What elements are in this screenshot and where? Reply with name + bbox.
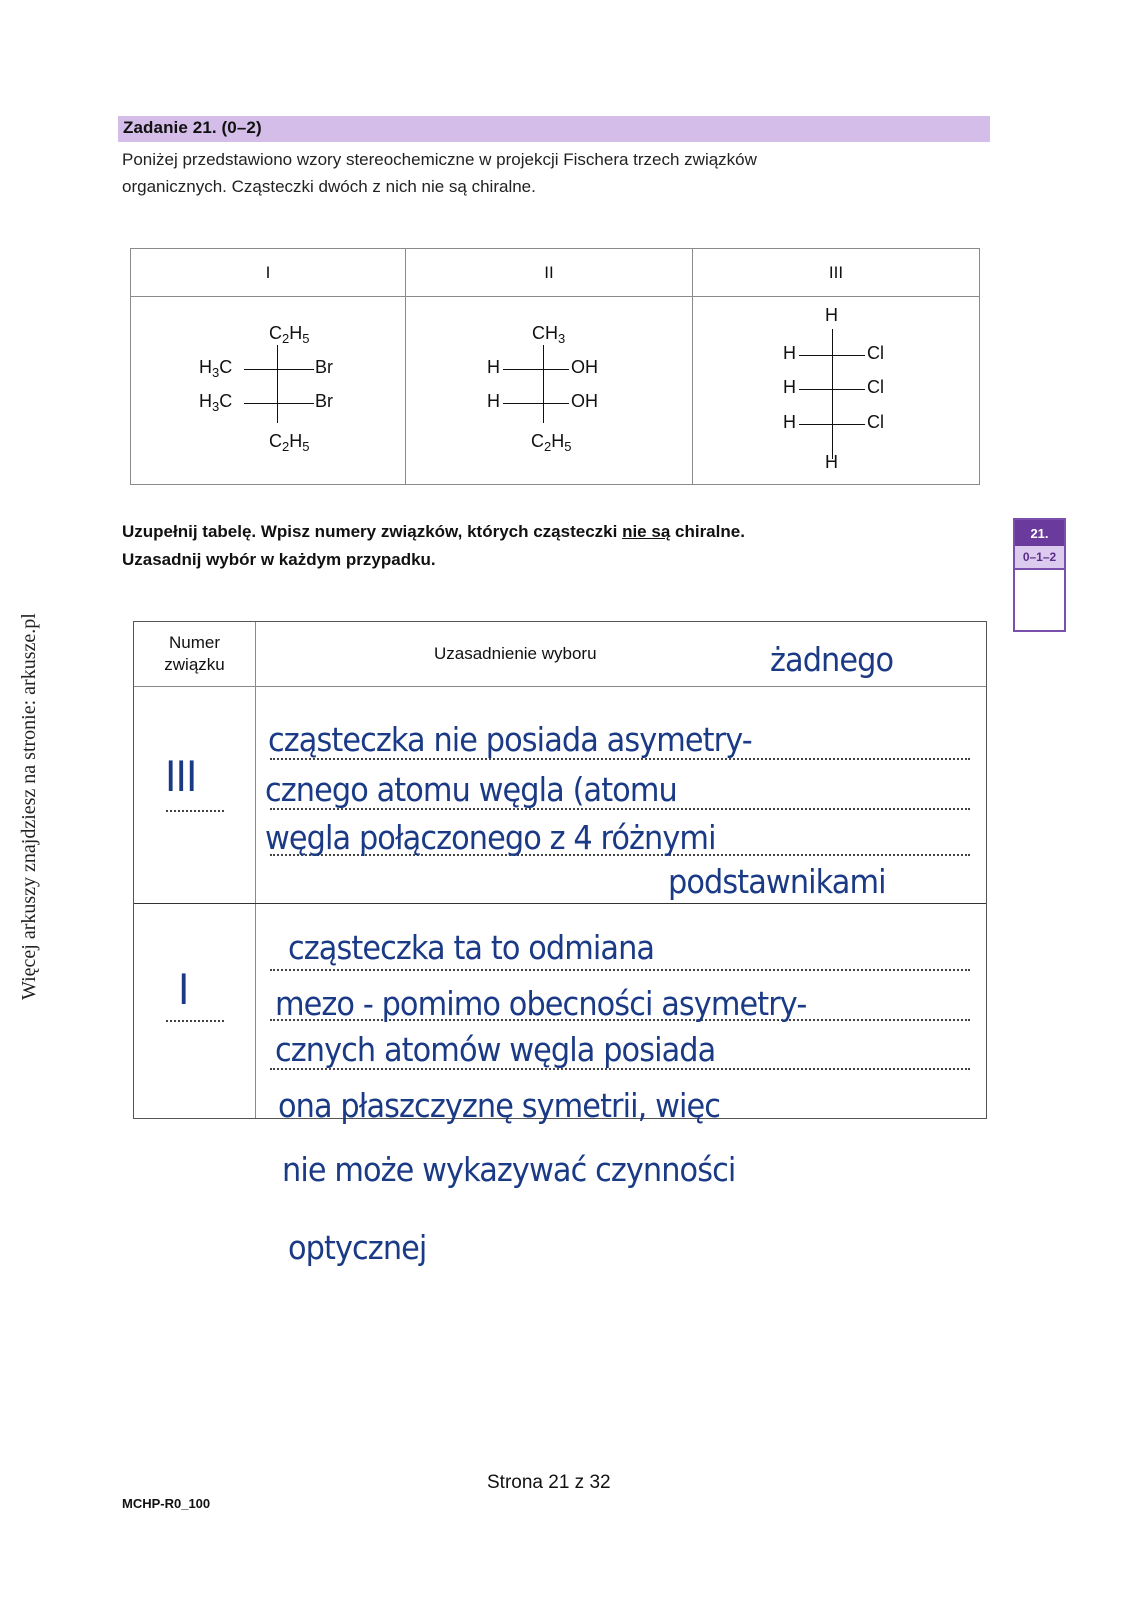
substituent-right: Cl [867,343,884,363]
column-divider [405,249,406,484]
row-divider [134,903,986,904]
substituent-left: H [487,391,500,411]
score-range: 0–1–2 [1015,546,1064,570]
substituent-left: $H_3C$ [199,357,233,380]
score-entry-field [1015,570,1064,632]
column-divider [692,249,693,484]
header-justification: Uzasadnienie wyboru [434,644,597,663]
substituent-left: H [487,357,500,377]
vertical-bond [832,329,833,459]
vertical-bond [543,345,544,423]
column-divider [255,622,256,1118]
number-answer-line [166,810,224,812]
substituent-right: OH [571,357,598,377]
handwritten-line: cząsteczka ta to odmiana [288,928,655,967]
handwritten-line: mezo - pomimo obecności asymetry- [275,984,807,1023]
score-task-number: 21. [1015,520,1064,546]
handwritten-line: cznego atomu węgla (atomu [265,770,677,809]
substituent-right: Cl [867,377,884,397]
handwritten-line: cznych atomów węgla posiada [275,1030,716,1069]
header-number-line-1: Numer [168,633,220,652]
handwritten-line: nie może wykazywać czynności [282,1150,736,1189]
fischer-projections-table [130,248,980,485]
horizontal-bond [799,424,865,425]
horizontal-bond [503,403,569,404]
instruction-part-2: chiralne. [670,522,745,541]
header-number-line-2: związku [164,655,225,674]
side-watermark-text: Więcej arkuszy znajdziesz na stronie: arkusze.pl [18,613,40,1000]
instruction [122,518,745,574]
substituent-top: H [825,305,838,325]
substituent-left: $H_3C$ [199,391,233,414]
substituent-bottom: $C_2H_5$ [531,431,572,454]
document-code: MCHP-R0_100 [122,1496,211,1511]
horizontal-bond [244,369,314,370]
substituent-left: H [783,412,796,432]
instruction-emphasis: nie są [622,522,671,541]
handwritten-compound-number: I [178,965,189,1014]
horizontal-bond [799,355,865,356]
instruction-line-2: Uzasadnij wybór w każdym przypadku. [122,550,436,569]
horizontal-bond [503,369,569,370]
page-number: Strona 21 z 32 [487,1472,611,1493]
header-compound-number [134,622,255,686]
substituent-left: H [783,343,796,363]
task-intro [122,146,982,200]
substituent-right: OH [571,391,598,411]
handwritten-line: optycznej [288,1228,427,1267]
substituent-right: Cl [867,412,884,432]
vertical-bond [277,345,278,423]
substituent-bottom: H [825,452,838,472]
substituent-right: Br [315,391,333,411]
handwritten-line: ona płaszczyznę symetrii, więc [278,1086,721,1125]
handwritten-line: podstawnikami [668,862,886,901]
score-box [1013,518,1066,632]
handwritten-insertion: żadnego [770,640,894,679]
instruction-part-1: Uzupełnij tabelę. Wpisz numery związków, których cząsteczki [122,522,623,541]
intro-line-1: Poniżej przedstawiono wzory stereochemiczne w projekcji Fischera trzech związków [122,150,757,169]
header-divider [134,686,986,687]
handwritten-line: węgla połączonego z 4 różnymi [265,818,716,857]
handwritten-compound-number: III [165,752,197,801]
horizontal-bond [244,403,314,404]
substituent-right: Br [315,357,333,377]
header-compound-I: I [131,249,405,297]
substituent-top: $C_2H_5$ [269,323,310,346]
intro-line-2: organicznych. Cząsteczki dwóch z nich nie są chiralne. [122,177,536,196]
substituent-bottom: $C_2H_5$ [269,431,310,454]
substituent-left: H [783,377,796,397]
substituent-top: $CH_3$ [532,323,566,346]
header-compound-II: II [405,249,693,297]
number-answer-line [166,1020,224,1022]
header-compound-III: III [693,249,979,297]
task-title: Zadanie 21. (0–2) [123,118,262,137]
horizontal-bond [799,389,865,390]
answer-dotted-line [270,969,970,971]
handwritten-line: cząsteczka nie posiada asymetry- [268,720,752,759]
